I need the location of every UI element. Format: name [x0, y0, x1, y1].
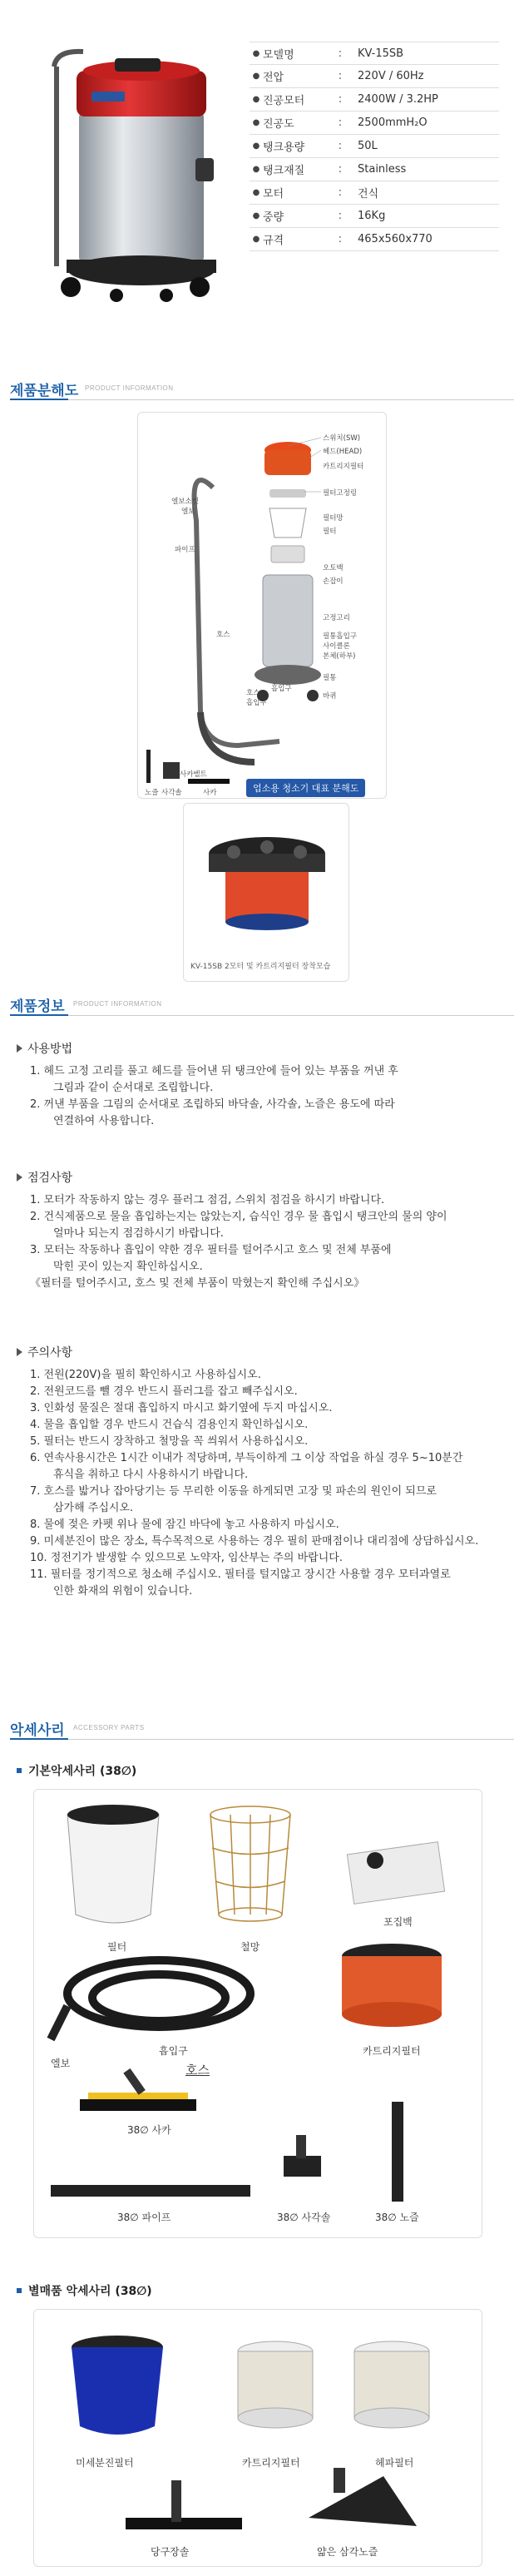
- diagram-label: 호스 흡입구: [246, 689, 267, 707]
- spec-colon: :: [338, 47, 343, 60]
- accessory-label: 흡입구: [159, 2045, 188, 2057]
- section-subtitle: PRODUCT INFORMATION: [73, 1000, 162, 1008]
- accessory-label: 카트리지필터: [242, 2457, 300, 2469]
- accessory-label: 얇은 삼각노즐: [317, 2546, 378, 2558]
- spec-label: 탱크용량: [263, 141, 305, 154]
- info-line: 연결하여 사용합니다.: [53, 1115, 155, 1127]
- accessory-label: 헤파필터: [375, 2457, 414, 2469]
- spec-table: [250, 42, 499, 251]
- spec-label: 모델명: [263, 48, 294, 62]
- spec-row: [250, 205, 499, 228]
- info-line: 5. 필터는 반드시 장착하고 철망을 꼭 씌워서 사용하십시오.: [30, 1435, 309, 1448]
- dot-bullet-icon: ●: [252, 188, 260, 197]
- spec-row: [250, 158, 499, 181]
- info-line: 휴식을 취하고 다시 사용하시기 바랍니다.: [53, 1469, 249, 1481]
- divider-accent: [10, 399, 68, 400]
- section-subtitle: ACCESSORY PARTS: [73, 1724, 145, 1731]
- info-line: 1. 헤드 고정 고리를 풀고 헤드를 들어낸 뒤 탱크안에 들어 있는 부품을 꺼낸 후: [30, 1065, 398, 1077]
- info-line: 9. 미세분진이 많은 장소, 특수목적으로 사용하는 경우 필히 판매점이나 대리점에 상담하십시오.: [30, 1535, 479, 1548]
- accessory-label: 카트리지필터: [363, 2045, 421, 2057]
- info-line: 인한 화재의 위험이 있습니다.: [53, 1585, 193, 1598]
- dot-bullet-icon: ●: [252, 118, 260, 127]
- spec-colon: :: [338, 233, 343, 245]
- spec-value: 50L: [358, 140, 378, 152]
- section-title: 제품정보: [10, 998, 65, 1014]
- dot-bullet-icon: ●: [252, 48, 260, 58]
- spec-value: Stainless: [358, 163, 407, 176]
- basic-accessory-heading: [17, 1762, 136, 1779]
- accessory-label: 38∅ 파이프: [117, 2212, 171, 2223]
- section-header-exploded: [0, 379, 524, 400]
- spec-row: [250, 135, 499, 158]
- section-title: 악세사리: [10, 1722, 65, 1738]
- usage-block: [17, 1040, 516, 1130]
- diagram-badge: 업소용 청소기 대표 분해도: [246, 779, 365, 797]
- divider-accent: [10, 1014, 68, 1016]
- spec-value: 2400W / 3.2HP: [358, 93, 438, 106]
- filter-caption: KV-15SB 2모터 및 카트리지필터 장착모습: [190, 963, 331, 971]
- spec-value: 건식: [358, 188, 379, 201]
- spec-colon: :: [338, 210, 343, 222]
- info-line: 《필터를 털어주시고, 호스 및 전체 부품이 막혔는지 확인해 주십시오》: [30, 1277, 365, 1290]
- spec-label: 모터: [263, 188, 284, 201]
- info-line: 4. 물을 흡입할 경우 반드시 건습식 겸용인지 확인하십시오.: [30, 1419, 309, 1431]
- usage-heading: [17, 1040, 516, 1057]
- basic-accessory-frame: [33, 1789, 482, 2238]
- spec-label: 규격: [263, 235, 284, 247]
- dot-bullet-icon: ●: [252, 165, 260, 174]
- product-hero: [0, 0, 524, 349]
- section-title: 제품분해도: [10, 383, 79, 399]
- accessory-label: 엘보: [51, 2058, 71, 2069]
- diagram-label: 사카: [203, 789, 217, 797]
- spec-colon: :: [338, 116, 343, 129]
- info-line: 삼가해 주십시오.: [53, 1502, 134, 1514]
- spec-row: [250, 111, 499, 135]
- square-bullet-icon: [17, 2288, 22, 2293]
- caution-heading: [17, 1344, 516, 1360]
- diagram-label: 필통흡입구: [323, 632, 358, 641]
- divider-accent: [10, 1738, 68, 1740]
- diagram-label: 사카벨트: [180, 770, 207, 779]
- spec-row: [250, 228, 499, 251]
- info-line: 그림과 같이 순서대로 조립합니다.: [53, 1082, 214, 1094]
- info-line: 1. 모터가 작동하지 않는 경우 플러그 점검, 스위치 점검을 하시기 바랍니다.: [30, 1194, 385, 1206]
- divider: [10, 399, 514, 400]
- info-line: 6. 연속사용시간은 1시간 이내가 적당하며, 부득이하게 그 이상 작업을 하실 경우 5~10분간: [30, 1452, 463, 1464]
- check-title: 점검사항: [27, 1172, 73, 1185]
- spec-row: [250, 181, 499, 205]
- dot-bullet-icon: ●: [252, 95, 260, 104]
- diagram-label: 본체(하부): [323, 652, 356, 661]
- triangle-bullet-icon: [17, 1348, 22, 1356]
- info-line: 11. 필터를 정기적으로 청소해 주십시오. 필터를 털지않고 장시간 사용할 경우 모터과열로: [30, 1568, 451, 1581]
- usage-title: 사용방법: [27, 1043, 73, 1056]
- diagram-label: 파이프: [175, 546, 195, 554]
- accessory-label: 38∅ 사각솔: [277, 2212, 331, 2223]
- accessory-label: 38∅ 사카: [127, 2124, 171, 2136]
- spec-value: 465x560x770: [358, 233, 433, 245]
- dot-bullet-icon: ●: [252, 72, 260, 81]
- diagram-label: 흡입구: [271, 685, 292, 693]
- usage-lines: [17, 1063, 516, 1130]
- diagram-label: 카트리지필터: [323, 463, 364, 471]
- spec-label: 진공도: [263, 118, 294, 131]
- diagram-label: 오토백: [323, 564, 344, 572]
- spec-value: 2500mmH₂O: [358, 116, 428, 129]
- exploded-diagram-frame: [137, 412, 387, 799]
- section-subtitle: PRODUCT INFORMATION: [85, 384, 174, 392]
- accessory-label: 호스: [185, 2063, 210, 2078]
- diagram-label: 엘보소켓: [171, 498, 199, 506]
- accessory-label: 철망: [240, 1941, 260, 1953]
- check-block: [17, 1169, 516, 1292]
- diagram-label: 바퀴: [323, 692, 337, 701]
- spec-value: 220V / 60Hz: [358, 70, 424, 82]
- diagram-label: 필터: [323, 528, 337, 536]
- diagram-label: 스위치(SW): [323, 434, 361, 443]
- dot-bullet-icon: ●: [252, 235, 260, 244]
- diagram-label: 엘보: [181, 508, 195, 516]
- spec-row: [250, 42, 499, 65]
- info-line: 8. 물에 젖은 카펫 위나 물에 잠긴 바닥에 놓고 사용하지 마십시오.: [30, 1518, 339, 1531]
- vacuum-cleaner-image: [33, 33, 233, 316]
- diagram-label: 사각솔: [161, 789, 182, 797]
- spec-value: KV-15SB: [358, 47, 404, 60]
- info-line: 3. 모터는 작동하나 흡입이 약한 경우 필터를 털어주시고 호스 및 전체 부품에: [30, 1244, 392, 1256]
- spec-label: 중량: [263, 211, 284, 224]
- spec-row: [250, 88, 499, 111]
- divider: [10, 1739, 514, 1740]
- spec-colon: :: [338, 140, 343, 152]
- extra-accessory-frame: [33, 2309, 482, 2567]
- spec-label: 전압: [263, 72, 284, 84]
- accessory-label: 포집백: [383, 1916, 413, 1928]
- info-line: 1. 전원(220V)을 필히 확인하시고 사용하십시오.: [30, 1369, 261, 1381]
- diagram-label: 노즐: [145, 789, 159, 797]
- diagram-label: 사이클론: [323, 642, 350, 651]
- info-line: 막힌 곳이 있는지 확인하십시오.: [53, 1261, 203, 1273]
- section-header-accessory: [0, 1718, 524, 1740]
- triangle-bullet-icon: [17, 1173, 22, 1181]
- section-header-info: [0, 994, 524, 1016]
- accessory-label: 당구장솔: [151, 2546, 190, 2558]
- diagram-label: 필통: [323, 674, 337, 682]
- basic-accessory-images: [34, 1790, 483, 2239]
- cartridge-filter-image: [200, 820, 334, 945]
- spec-colon: :: [338, 186, 343, 199]
- filter-photo-frame: [183, 803, 349, 982]
- extra-accessory-title: 별매품 악세사리 (38∅): [28, 2285, 152, 2298]
- diagram-label: 호스: [216, 631, 230, 639]
- info-line: 2. 꺼낸 부품을 그림의 순서대로 조립하되 바닥솔, 사각솔, 노즐은 용도에 따라: [30, 1098, 395, 1111]
- caution-block: [17, 1344, 516, 1600]
- spec-label: 진공모터: [263, 95, 305, 107]
- square-bullet-icon: [17, 1768, 22, 1773]
- spec-colon: :: [338, 70, 343, 82]
- info-line: 7. 호스를 밟거나 잡아당기는 등 무리한 이동을 하게되면 고장 및 파손의 원인이 되므로: [30, 1485, 437, 1498]
- accessory-label: 필터: [107, 1941, 127, 1953]
- spec-colon: :: [338, 93, 343, 106]
- info-line: 10. 정전기가 발생할 수 있으므로 노약자, 임산부는 주의 바랍니다.: [30, 1552, 343, 1564]
- diagram-label: 손잡이: [323, 577, 344, 586]
- check-lines: [17, 1192, 516, 1292]
- spec-value: 16Kg: [358, 210, 386, 222]
- spec-label: 탱크재질: [263, 165, 305, 177]
- diagram-label: 헤드(HEAD): [323, 448, 363, 456]
- spec-colon: :: [338, 163, 343, 176]
- info-line: 3. 인화성 물질은 절대 흡입하지 마시고 화기옆에 두지 마십시오.: [30, 1402, 333, 1414]
- diagram-label: 필터고정링: [323, 489, 358, 498]
- triangle-bullet-icon: [17, 1044, 22, 1053]
- basic-accessory-title: 기본악세사리 (38∅): [28, 1765, 137, 1778]
- info-line: 얼마나 되는지 점검하시기 바랍니다.: [53, 1227, 224, 1240]
- check-heading: [17, 1169, 516, 1186]
- caution-lines: [17, 1367, 516, 1600]
- dot-bullet-icon: ●: [252, 141, 260, 151]
- spec-row: [250, 65, 499, 88]
- info-line: 2. 건식제품으로 물을 흡입하는지는 않았는지, 습식인 경우 물 흡입시 탱크안의 물의 양이: [30, 1211, 447, 1223]
- extra-accessory-heading: [17, 2282, 152, 2299]
- dot-bullet-icon: ●: [252, 211, 260, 220]
- accessory-label: 38∅ 노즐: [375, 2212, 419, 2223]
- info-line: 2. 전원코드를 뺄 경우 반드시 플러그를 잡고 빼주십시오.: [30, 1385, 298, 1398]
- divider: [10, 1015, 514, 1016]
- caution-title: 주의사항: [27, 1346, 73, 1360]
- accessory-label: 미세분진필터: [76, 2457, 134, 2469]
- diagram-label: 필터망: [323, 514, 344, 523]
- extra-accessory-images: [34, 2310, 483, 2568]
- diagram-label: 고정고리: [323, 614, 350, 622]
